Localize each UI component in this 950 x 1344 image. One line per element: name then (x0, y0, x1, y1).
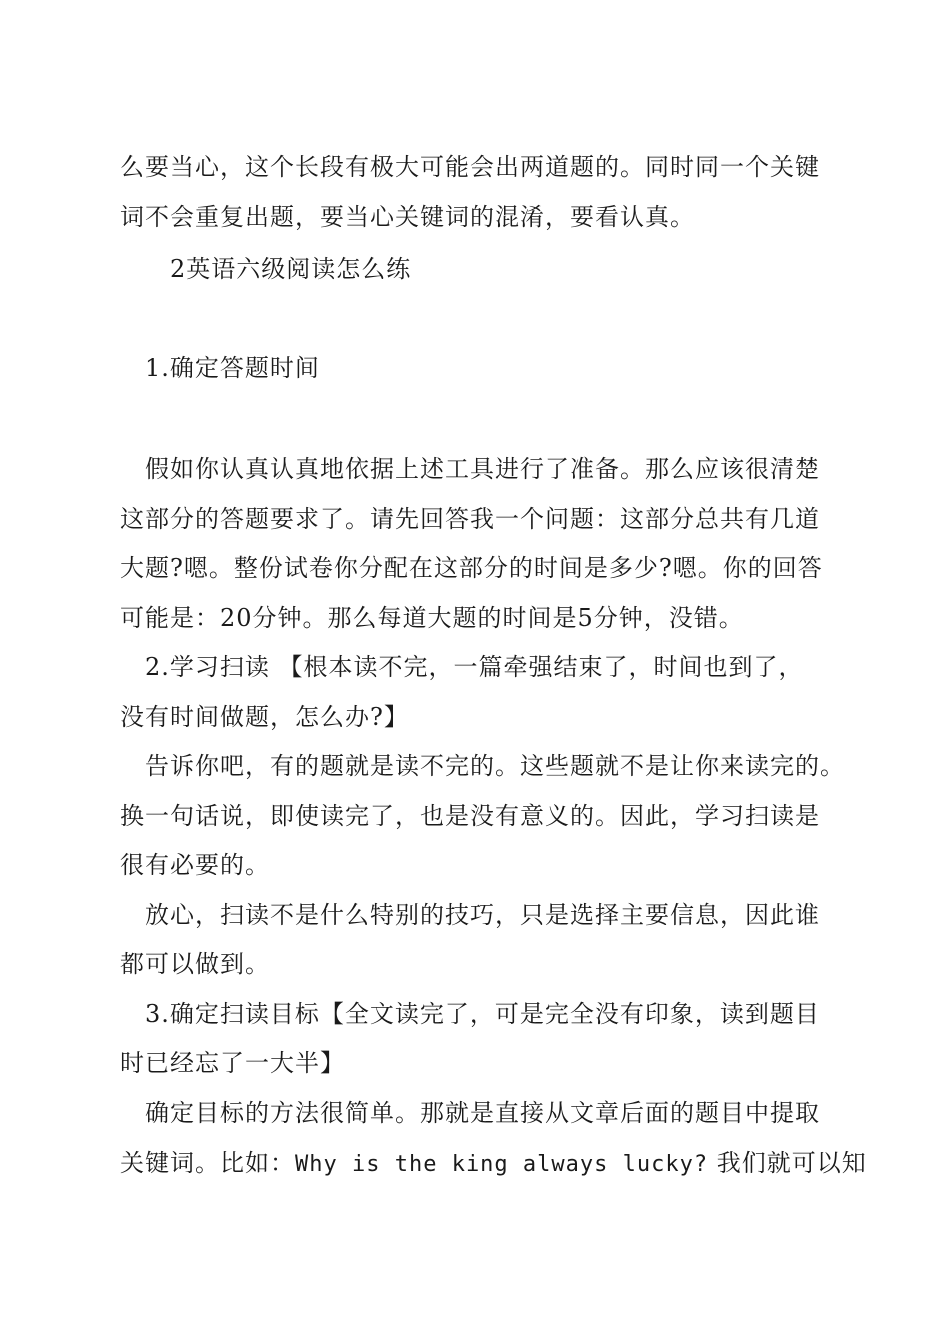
paragraph-line: 很有必要的。 (120, 851, 270, 879)
paragraph-line: 么要当心，这个长段有极大可能会出两道题的。同时同一个关键 (120, 153, 820, 181)
paragraph-line: 大题?嗯。整份试卷你分配在这部分的时间是多少?嗯。你的回答 (120, 554, 823, 582)
paragraph-line: 确定目标的方法很简单。那就是直接从文章后面的题目中提取 (145, 1099, 820, 1127)
english-question: Why is the king always lucky? (295, 1152, 709, 1177)
section-heading: 2英语六级阅读怎么练 (170, 255, 412, 283)
paragraph-line: 这部分的答题要求了。请先回答我一个问题：这部分总共有几道 (120, 505, 820, 533)
paragraph-line: 假如你认真认真地依据上述工具进行了准备。那么应该很清楚 (145, 455, 820, 483)
paragraph-line: 时已经忘了一大半】 (120, 1049, 345, 1077)
subsection-heading: 3.确定扫读目标【全文读完了，可是完全没有印象，读到题目 (145, 1000, 820, 1028)
paragraph-line: 换一句话说，即使读完了，也是没有意义的。因此，学习扫读是 (120, 802, 820, 830)
paragraph-line: 都可以做到。 (120, 950, 270, 978)
subsection-heading: 2.学习扫读 【根本读不完，一篇牵强结束了，时间也到了， (145, 653, 804, 681)
paragraph-line: 没有时间做题，怎么办?】 (120, 703, 409, 731)
paragraph-line: 告诉你吧，有的题就是读不完的。这些题就不是让你来读完的。 (145, 752, 845, 780)
paragraph-line: 可能是：20分钟。那么每道大题的时间是5分钟，没错。 (120, 604, 744, 632)
subsection-heading: 1.确定答题时间 (145, 354, 320, 382)
paragraph-text: 关键词。比如： (120, 1149, 295, 1177)
paragraph-line: 词不会重复出题，要当心关键词的混淆，要看认真。 (120, 203, 695, 231)
paragraph-line (120, 1148, 867, 1180)
paragraph-line: 放心，扫读不是什么特别的技巧，只是选择主要信息，因此谁 (145, 901, 820, 929)
paragraph-text: 我们就可以知 (716, 1149, 867, 1177)
